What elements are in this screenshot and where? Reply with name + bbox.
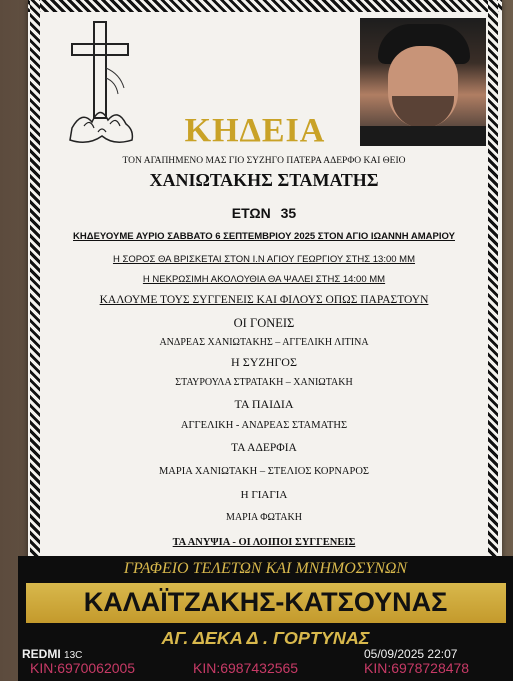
children-names: ΑΓΓΕΛΙΚΗ - ΑΝΔΡΕΑΣ ΣΤΑΜΑΤΗΣ bbox=[180, 420, 348, 431]
page-title: ΚΗΔΕΙΑ bbox=[184, 112, 326, 149]
office-title: ΓΡΑΦΕΙΟ ΤΕΛΕΤΩΝ ΚΑΙ ΜΝΗΜΟΣΥΝΩΝ bbox=[123, 560, 408, 577]
parents-names: ΑΝΔΡΕΑΣ ΧΑΝΙΩΤΑΚΗΣ – ΑΓΓΕΛΙΚΗ ΛΙΤΙΝΑ bbox=[159, 337, 369, 348]
cross-icon bbox=[62, 18, 144, 148]
intro-text: ΤΟΝ ΑΓΑΠΗΜΕΝΟ ΜΑΣ ΓΙΟ ΣΥΖΗΓΟ ΠΑΤΕΡΑ ΑΔΕΡΦΟ ΚΑΙ ΘΕΙΟ bbox=[122, 156, 406, 166]
decorative-border-top bbox=[28, 0, 502, 12]
deceased-name: ΧΑΝΙΩΤΑΚΗΣ ΣΤΑΜΑΤΗΣ bbox=[149, 170, 379, 190]
camera-watermark bbox=[22, 647, 82, 661]
body-location-line: Η ΣΟΡΟΣ ΘΑ ΒΡΙΣΚΕΤΑΙ ΣΤΟΝ Ι.Ν ΑΓΙΟΥ ΓΕΩΡΓΙΟΥ ΣΤΗΣ 13:00 ΜΜ bbox=[112, 254, 416, 265]
phone-number-1: KIN:6970062005 bbox=[30, 660, 136, 676]
photo-timestamp: 05/09/2025 22:07 bbox=[364, 647, 458, 661]
camera-brand: REDMI bbox=[22, 647, 61, 661]
phone-number-2: KIN:6987432565 bbox=[193, 660, 299, 676]
age-text: ΕΤΩΝ 35 bbox=[231, 205, 297, 221]
spouse-name: ΣΤΑΥΡΟΥΛΑ ΣΤΡΑΤΑΚΗ – ΧΑΝΙΩΤΑΚΗ bbox=[175, 377, 353, 388]
children-heading: ΤΑ ΠΑΙΔΙΑ bbox=[234, 397, 294, 411]
decorative-border-left bbox=[30, 0, 40, 560]
funeral-line: ΚΗΔΕΥΟΥΜΕ ΑΥΡΙΟ ΣΑΒΒΑΤΟ 6 ΣΕΠΤΕΜΒΡΙΟΥ 2025 ΣΤΟΝ ΑΓΙΟ ΙΩΑΝΝΗ ΑΜΑΡΙΟΥ bbox=[73, 231, 455, 242]
camera-model: 13C bbox=[64, 650, 83, 661]
grandma-heading: Η ΓΙΑΓΙΑ bbox=[240, 489, 288, 501]
siblings-heading: ΤΑ ΑΔΕΡΦΙΑ bbox=[231, 442, 297, 454]
company-name: ΚΑΛΑΪΤΖΑΚΗΣ-ΚΑΤΣΟΥΝΑΣ bbox=[83, 587, 448, 617]
deceased-portrait bbox=[360, 18, 486, 146]
relatives-line: ΤΑ ΑΝΥΨΙΑ - ΟΙ ΛΟΙΠΟΙ ΣΥΓΓΕΝΕΙΣ bbox=[172, 537, 356, 548]
service-line: Η ΝΕΚΡΩΣΙΜΗ ΑΚΟΛΟΥΘΙΑ ΘΑ ΨΑΛΕΙ ΣΤΗΣ 14:00 ΜΜ bbox=[142, 274, 386, 285]
invite-line: ΚΑΛΟΥΜΕ ΤΟΥΣ ΣΥΓΓΕΝΕΙΣ ΚΑΙ ΦΙΛΟΥΣ ΟΠΩΣ ΠΑΡΑΣΤΟΥΝ bbox=[99, 294, 429, 306]
company-location: ΑΓ. ΔΕΚΑ Δ . ΓΟΡΤΥΝΑΣ bbox=[161, 628, 370, 648]
parents-heading: ΟΙ ΓΟΝΕΙΣ bbox=[233, 316, 295, 330]
spouse-heading: Η ΣΥΖΗΓΟΣ bbox=[231, 355, 297, 369]
phone-number-3: KIN:6978728478 bbox=[364, 660, 470, 676]
grandma-name: ΜΑΡΙΑ ΦΩΤΑΚΗ bbox=[226, 512, 302, 523]
decorative-border-right bbox=[488, 0, 498, 560]
siblings-names: ΜΑΡΙΑ ΧΑΝΙΩΤΑΚΗ – ΣΤΕΛΙΟΣ ΚΟΡΝΑΡΟΣ bbox=[158, 466, 370, 477]
